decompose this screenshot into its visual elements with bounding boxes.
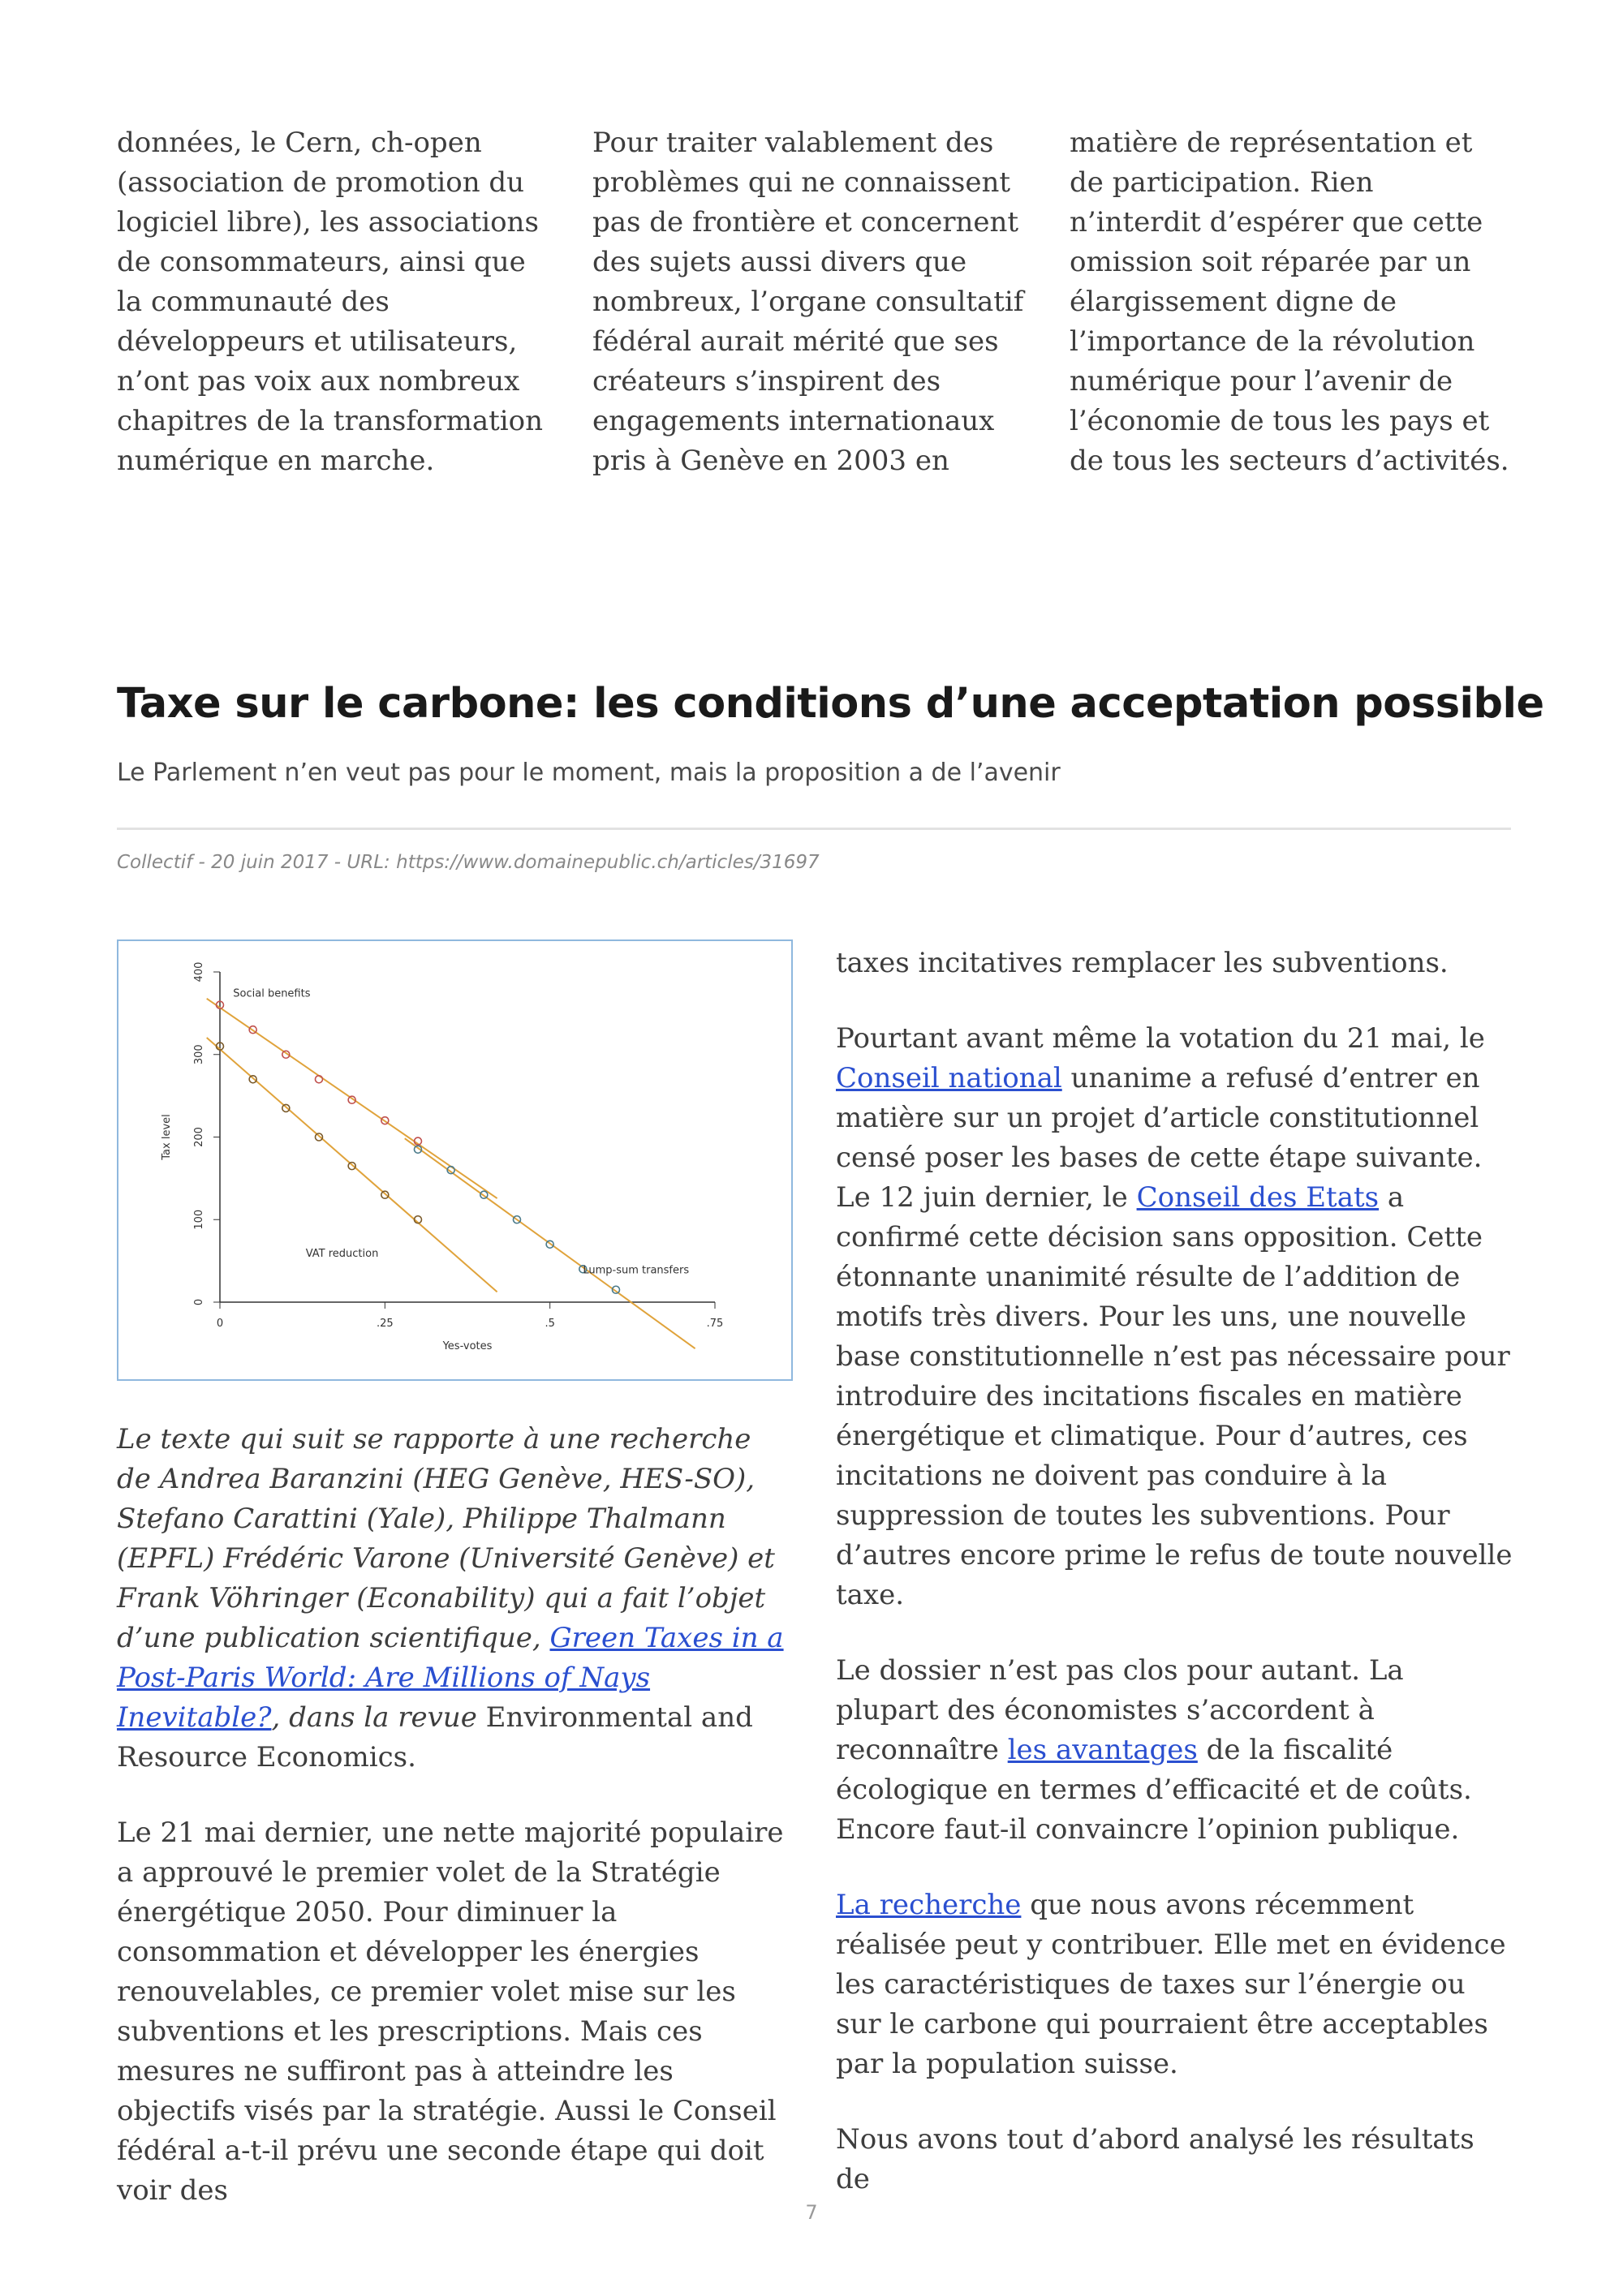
y-tick-label: 200 bbox=[193, 1127, 205, 1147]
right-paragraph-3 bbox=[836, 1651, 1513, 1850]
top-column-1-text: données, le Cern, ch-open (association de promotion du logiciel libre), les associations de consommateurs, ainsi que la communauté des développeurs et utilisateurs, n’ont pas voix aux nombreux chapitres de la transformation numérique en marche. bbox=[117, 127, 544, 477]
article-figure bbox=[117, 939, 793, 1381]
byline-url: - URL: https://www.domainepublic.ch/articles/31697 bbox=[329, 852, 820, 873]
recherche-link[interactable]: La recherche bbox=[836, 1889, 1022, 1921]
scatter-chart bbox=[118, 941, 791, 1379]
p2-text-c: a confirmé cette décision sans opposition. Cette étonnante unanimité résulte de l’addition de motifs très divers. Pour les uns, une nouvelle base constitutionnelle n’est pas nécessaire pour introduire des incitations fiscales en matière énergétique et climatique. Pour d’autres, ces incitations ne doivent pas conduire à la suppression de toutes les subventions. Pour d’autres encore prime le refus de toute nouvelle taxe. bbox=[836, 1181, 1513, 1611]
chart-axes bbox=[213, 972, 715, 1309]
annotation-social: Social benefits bbox=[233, 987, 311, 1000]
caption-journal: Environmental and Resource Economics. bbox=[117, 1701, 753, 1774]
x-axis-label: Yes-votes bbox=[442, 1340, 493, 1352]
p4-text-b: que nous avons récemment réalisée peut y contribuer. Elle met en évidence les caractéristiques de taxes sur l’énergie ou sur le carbone qui pourraient être acceptables par la population suisse. bbox=[836, 1889, 1506, 2080]
right-column bbox=[836, 944, 1513, 2199]
top-column-3-text: matière de représentation et de participation. Rien n’interdit d’espérer que cette omission soit réparée par un élargissement digne de l’importance de la révolution numérique pour l’avenir de l’économie de tous les pays et de tous les secteurs d’activités. bbox=[1070, 127, 1509, 477]
top-column-2 bbox=[592, 123, 1035, 481]
p2-text-b: unanime a refusé d’entrer en matière sur un projet d’article constitutionnel censé poser les bases de cette étape suivante. Le 12 juin dernier, le bbox=[836, 1062, 1483, 1214]
byline-author: Collectif bbox=[117, 852, 193, 873]
annotation-vat: VAT reduction bbox=[305, 1248, 379, 1261]
p3-text-b: de la fiscalité écologique en termes d’efficacité et de coûts. Encore faut-il convaincre l’opinion publique. bbox=[836, 1734, 1472, 1846]
x-tick-label: .75 bbox=[706, 1318, 724, 1330]
caption-intro: Le texte qui suit se rapporte à une recherche de Andrea Baranzini (HEG Genève, HES-SO), Stefano Carattini (Yale), Philippe Thalmann (EPFL) Frédéric Varone (Université Genève) et Frank Vöhringer (Econability) qui a fait l’objet d’une publication scientifique, bbox=[117, 1423, 775, 1654]
caption-mid: , dans la revue bbox=[271, 1701, 477, 1734]
right-paragraph-1: taxes incitatives remplacer les subventions. bbox=[836, 947, 1449, 979]
chart-labels bbox=[161, 962, 723, 1352]
y-tick-label: 400 bbox=[193, 961, 205, 982]
article-title: Taxe sur le carbone: les conditions d’une acceptation possible bbox=[117, 680, 1544, 728]
article-subtitle: Le Parlement n’en veut pas pour le moment, mais la proposition a de l’avenir bbox=[117, 759, 1061, 787]
x-tick-label: 0 bbox=[216, 1318, 224, 1330]
right-paragraph-2 bbox=[836, 1019, 1513, 1615]
caption-paper-link[interactable]: Green Taxes in a Post-Paris World: Are Millions of Nays Inevitable? bbox=[117, 1622, 784, 1734]
avantages-link[interactable]: les avantages bbox=[1007, 1734, 1198, 1766]
y-axis-label: Tax level bbox=[161, 1114, 173, 1160]
p3-text-a: Le dossier n’est pas clos pour autant. La plupart des économistes s’accordent à reconnaître bbox=[836, 1654, 1404, 1766]
top-column-3 bbox=[1070, 123, 1512, 481]
article-byline bbox=[117, 850, 820, 875]
conseil-national-link[interactable]: Conseil national bbox=[836, 1062, 1062, 1094]
x-tick-label: .25 bbox=[376, 1318, 394, 1330]
y-tick-label: 100 bbox=[193, 1209, 205, 1230]
page-number: 7 bbox=[805, 2201, 818, 2224]
header-divider bbox=[117, 828, 1511, 830]
p2-text-a: Pourtant avant même la votation du 21 mai, le bbox=[836, 1022, 1485, 1055]
byline-date: - 20 juin 2017 bbox=[192, 852, 328, 873]
y-tick-label: 0 bbox=[193, 1298, 205, 1306]
top-column-2-text: Pour traiter valablement des problèmes qui ne connaissent pas de frontière et concernent des sujets aussi divers que nombreux, l’organe consultatif fédéral aurait mérité que ses créateurs s’inspirent des engagements internationaux pris à Genève en 2003 en bbox=[592, 127, 1024, 477]
top-column-1 bbox=[117, 123, 559, 481]
right-paragraph-4 bbox=[836, 1885, 1513, 2084]
conseil-des-etats-link[interactable]: Conseil des Etats bbox=[1136, 1181, 1380, 1214]
right-paragraph-5: Nous avons tout d’abord analysé les résultats de bbox=[836, 2123, 1474, 2195]
y-tick-label: 300 bbox=[193, 1044, 205, 1065]
x-tick-label: .5 bbox=[545, 1318, 555, 1330]
figure-caption bbox=[117, 1420, 790, 1778]
left-column bbox=[117, 1420, 790, 2211]
annotation-lump: Lump-sum transfers bbox=[583, 1264, 690, 1277]
left-paragraph: Le 21 mai dernier, une nette majorité populaire a approuvé le premier volet de la Stratégie énergétique 2050. Pour diminuer la consommation et développer les énergies renouvelables, ce premier volet mise sur les subventions et les prescriptions. Mais ces mesures ne suffiront pas à atteindre les objectifs visés par la stratégie. Aussi le Conseil fédéral a-t-il prévu une seconde étape qui doit voir des bbox=[117, 1817, 784, 2207]
